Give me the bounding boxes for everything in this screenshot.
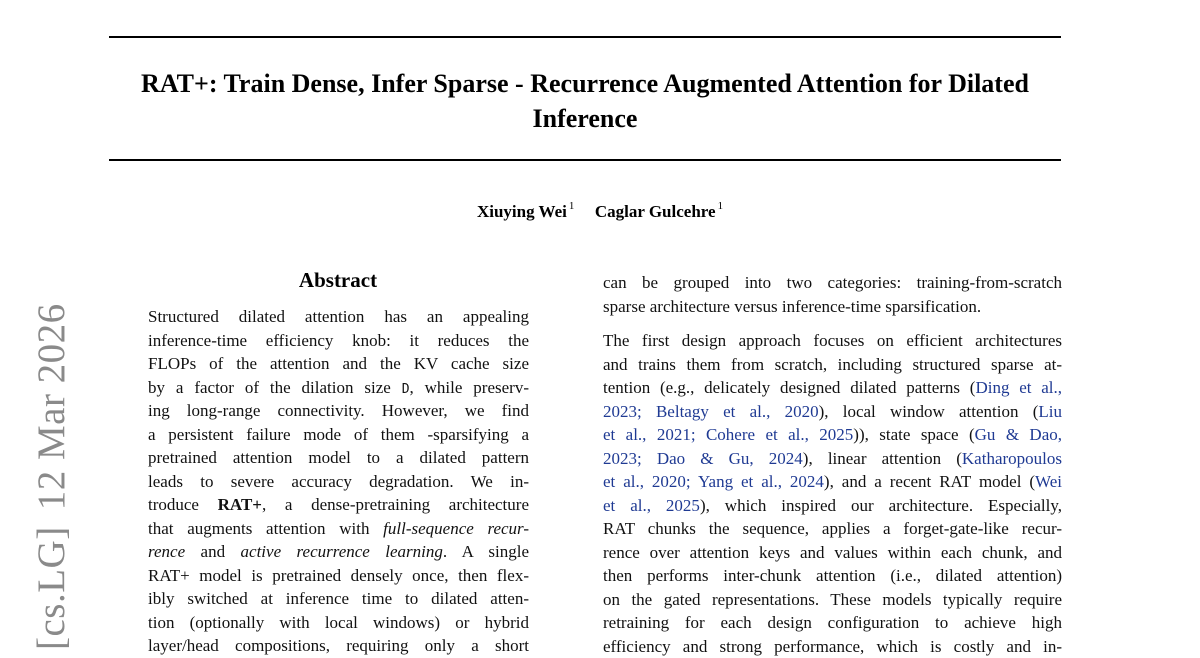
abstract-line: a persistent failure mode of them -sparsifying a [148,423,529,447]
abstract-line: pretrained attention model to a dilated pattern [148,446,529,470]
citation-link[interactable]: et al., 2021; Cohere et al., 2025 [603,425,853,444]
abstract-line: leads to severe accuracy degradation. We in- [148,470,529,494]
title-top-rule [109,36,1061,38]
body-line: et al., 2020; Yang et al., 2024), and a recent RAT model (Wei [603,470,1062,494]
abstract-line: RAT+ model is pretrained densely once, then flex- [148,564,529,588]
body-line: et al., 2021; Cohere et al., 2025)), state space (Gu & Dao, [603,423,1062,447]
arxiv-category: [cs.LG] [30,526,73,650]
abstract-line: tion (optionally with local windows) or hybrid [148,611,529,635]
body-line: on the gated representations. These models typically require [603,588,1062,612]
body-line: The first design approach focuses on efficient architectures [603,329,1062,353]
body-line: tention (e.g., delicately designed dilated patterns (Ding et al., [603,376,1062,400]
citation-link[interactable]: et al., 2025 [603,496,700,515]
title-line-2: Inference [109,101,1061,136]
title-line-1: RAT+: Train Dense, Infer Sparse - Recurrence Augmented Attention for Dilated [109,66,1061,101]
abstract-line: layer/head compositions, requiring only a short [148,634,529,658]
citation-link[interactable]: Katharopoulos [962,449,1062,468]
author-affiliation: 1 [569,200,575,212]
body-line: can be grouped into two categories: training-from-scratch [603,271,1062,295]
abstract-line: Structured dilated attention has an appealing [148,305,529,329]
title-bottom-rule [109,159,1061,161]
citation-link[interactable]: Liu [1038,402,1062,421]
abstract-line: ibly switched at inference time to dilated atten- [148,587,529,611]
citation-link[interactable]: Wei [1035,472,1062,491]
abstract-line: that augments attention with full-sequence recur- [148,517,529,541]
body-line: retraining for each design configuration to achieve high [603,611,1062,635]
abstract-line: rence and active recurrence learning. A single [148,540,529,564]
author-name: Xiuying Wei [477,202,567,221]
abstract-line: FLOPs of the attention and the KV cache size [148,352,529,376]
arxiv-date: 12 Mar 2026 [30,303,73,510]
body-line: RAT chunks the sequence, applies a forget-gate-like recur- [603,517,1062,541]
author-affiliation: 1 [718,200,724,212]
citation-link[interactable]: Gu & Dao, [975,425,1062,444]
author-name: Caglar Gulcehre [595,202,716,221]
abstract-heading: Abstract [148,268,528,293]
body-line: 2023; Beltagy et al., 2020), local window attention (Liu [603,400,1062,424]
abstract-line: troduce RAT+, a dense-pretraining architecture [148,493,529,517]
arxiv-stamp [29,303,74,650]
citation-link[interactable]: 2023; Dao & Gu, 2024 [603,449,803,468]
body-line: efficiency and strong performance, which is costly and in- [603,635,1062,658]
citation-link[interactable]: et al., 2025 [765,425,853,444]
author-list [0,202,1200,222]
paper-title [109,66,1061,136]
citation-link[interactable]: 2023; Beltagy et al., 2020 [603,402,819,421]
intro-paragraph-1 [603,271,1062,318]
body-line: et al., 2025), which inspired our architecture. Especially, [603,494,1062,518]
body-line: 2023; Dao & Gu, 2024), linear attention (Katharopoulos [603,447,1062,471]
citation-link[interactable]: Ding et al., [975,378,1062,397]
intro-paragraph-2 [603,329,1062,658]
abstract-line: by a factor of the dilation size D, while preserv- [148,376,529,400]
body-line: and trains them from scratch, including structured sparse at- [603,353,1062,377]
citation-link[interactable]: et al., 2020; Yang et al., 2024 [603,472,824,491]
abstract-line: inference-time efficiency knob: it reduces the [148,329,529,353]
body-line: sparse architecture versus inference-time sparsification. [603,295,1062,319]
body-line: rence over attention keys and values within each chunk, and [603,541,1062,565]
abstract-line: ing long-range connectivity. However, we find [148,399,529,423]
abstract-body [148,305,529,658]
body-line: then performs inter-chunk attention (i.e., dilated attention) [603,564,1062,588]
